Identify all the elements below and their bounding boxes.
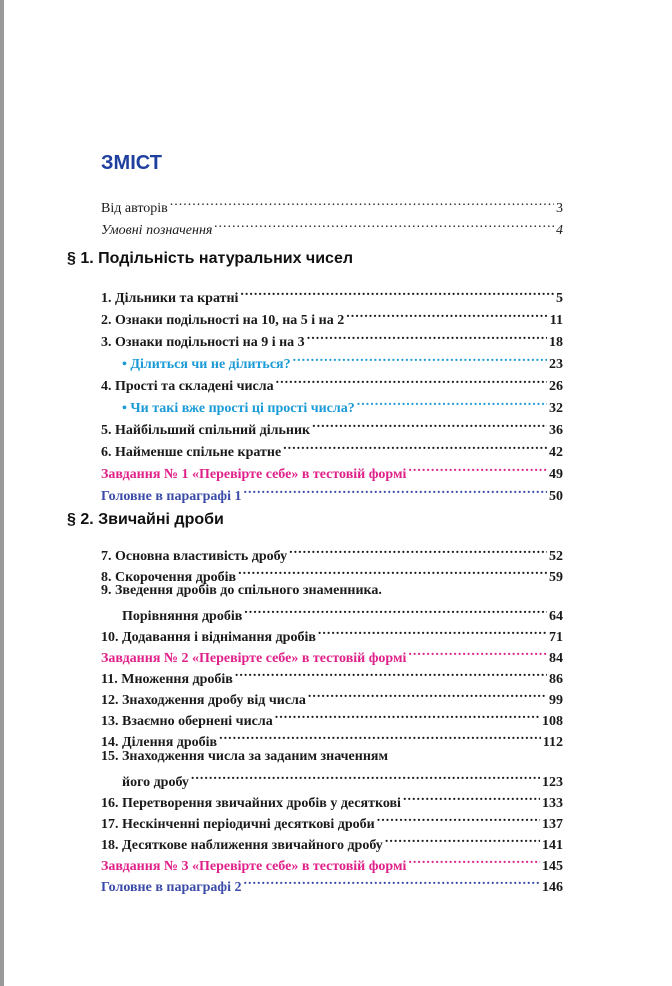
entry-page: 36 — [549, 423, 563, 438]
entry-page: 32 — [549, 401, 563, 416]
entry-label: 8. Скорочення дробів — [101, 570, 237, 585]
leader-dots — [312, 414, 547, 434]
leader-dots — [214, 214, 554, 234]
entry-label: 10. Додавання і віднімання дробів — [101, 630, 316, 645]
leader-dots — [170, 192, 554, 212]
entry-label: • Чи такі вже прості ці прості числа? — [122, 401, 355, 416]
leader-dots — [308, 684, 547, 704]
entry-page: 86 — [549, 672, 563, 687]
entry-page: 4 — [556, 223, 563, 238]
leader-dots — [357, 392, 547, 412]
entry-page: 112 — [542, 735, 563, 750]
leader-dots — [318, 621, 547, 641]
toc-entry-summary[interactable] — [101, 480, 563, 507]
entry-page: 133 — [542, 796, 563, 811]
entry-label: Завдання № 3 «Перевірте себе» в тестовій формі — [101, 859, 407, 874]
toc-entry-legend[interactable] — [101, 214, 563, 241]
section-title-1: § 1. Подільність натуральних чисел — [67, 250, 354, 267]
entry-label: його дробу — [122, 775, 189, 790]
leader-dots — [293, 348, 547, 368]
leader-dots — [408, 458, 547, 478]
entry-label: 12. Знаходження дробу від числа — [101, 693, 306, 708]
leader-dots — [403, 787, 540, 807]
entry-page: 49 — [549, 467, 563, 482]
entry-label: 11. Множення дробів — [101, 672, 233, 687]
entry-label: Від авторів — [101, 201, 168, 216]
toc-entry-line1: 15. Знаходження числа за заданим значенням — [101, 749, 389, 764]
leader-dots — [240, 282, 554, 302]
entry-page: 52 — [549, 549, 563, 564]
leader-dots — [307, 326, 547, 346]
leader-dots — [238, 561, 547, 581]
entry-page: 26 — [549, 379, 563, 394]
entry-label: Головне в параграфі 2 — [101, 880, 242, 895]
entry-page: 137 — [542, 817, 563, 832]
entry-label: 17. Нескінченні періодичні десяткові дроби — [101, 817, 375, 832]
leader-dots — [243, 480, 547, 500]
entry-page: 64 — [549, 609, 563, 624]
entry-label: 4. Прості та складені числа — [101, 379, 274, 394]
leader-dots — [276, 370, 547, 390]
page-title: ЗМІСТ — [101, 152, 162, 174]
entry-label: 16. Перетворення звичайних дробів у десяткові — [101, 796, 401, 811]
leader-dots — [235, 663, 547, 683]
leader-dots — [283, 436, 547, 456]
leader-dots — [244, 600, 547, 620]
entry-page: 50 — [549, 489, 563, 504]
entry-page: 84 — [549, 651, 563, 666]
entry-label: 5. Найбільший спільний дільник — [101, 423, 311, 438]
entry-label: 7. Основна властивість дробу — [101, 549, 288, 564]
section-title-2: § 2. Звичайні дроби — [67, 511, 224, 528]
leader-dots — [408, 642, 547, 662]
leader-dots — [289, 540, 547, 560]
entry-label: 2. Ознаки подільності на 10, на 5 і на 2 — [101, 313, 345, 328]
entry-page: 146 — [542, 880, 563, 895]
leader-dots — [191, 766, 540, 786]
entry-label: Головне в параграфі 1 — [101, 489, 242, 504]
entry-label: 6. Найменше спільне кратне — [101, 445, 282, 460]
entry-page: 99 — [549, 693, 563, 708]
entry-page: 18 — [549, 335, 563, 350]
entry-page: 11 — [549, 313, 563, 328]
entry-label: Порівняння дробів — [122, 609, 243, 624]
entry-page: 108 — [542, 714, 563, 729]
leader-dots — [408, 850, 540, 870]
leader-dots — [377, 808, 540, 828]
entry-label: Завдання № 2 «Перевірте себе» в тестовій формі — [101, 651, 407, 666]
entry-label: 13. Взаємно обернені числа — [101, 714, 273, 729]
entry-label: 14. Ділення дробів — [101, 735, 218, 750]
leader-dots — [346, 304, 548, 324]
leader-dots — [219, 726, 541, 746]
entry-label: 18. Десяткове наближення звичайного дробу — [101, 838, 383, 853]
entry-label: 3. Ознаки подільності на 9 і на 3 — [101, 335, 305, 350]
entry-page: 141 — [542, 838, 563, 853]
entry-label: 1. Дільники та кратні — [101, 291, 239, 306]
toc-entry-line1: 9. Зведення дробів до спільного знаменника. — [101, 583, 382, 598]
leader-dots — [243, 871, 540, 891]
leader-dots — [275, 705, 540, 725]
entry-page: 23 — [549, 357, 563, 372]
leader-dots — [385, 829, 540, 849]
entry-page: 145 — [542, 859, 563, 874]
entry-page: 71 — [549, 630, 563, 645]
toc-entry-summary[interactable] — [101, 871, 563, 898]
entry-page: 3 — [556, 201, 563, 216]
entry-label: Умовні позначення — [101, 223, 213, 238]
entry-label: Завдання № 1 «Перевірте себе» в тестовій формі — [101, 467, 407, 482]
entry-page: 5 — [556, 291, 563, 306]
entry-page: 123 — [542, 775, 563, 790]
entry-label: • Ділиться чи не ділиться? — [122, 357, 291, 372]
entry-page: 59 — [549, 570, 563, 585]
entry-page: 42 — [549, 445, 563, 460]
